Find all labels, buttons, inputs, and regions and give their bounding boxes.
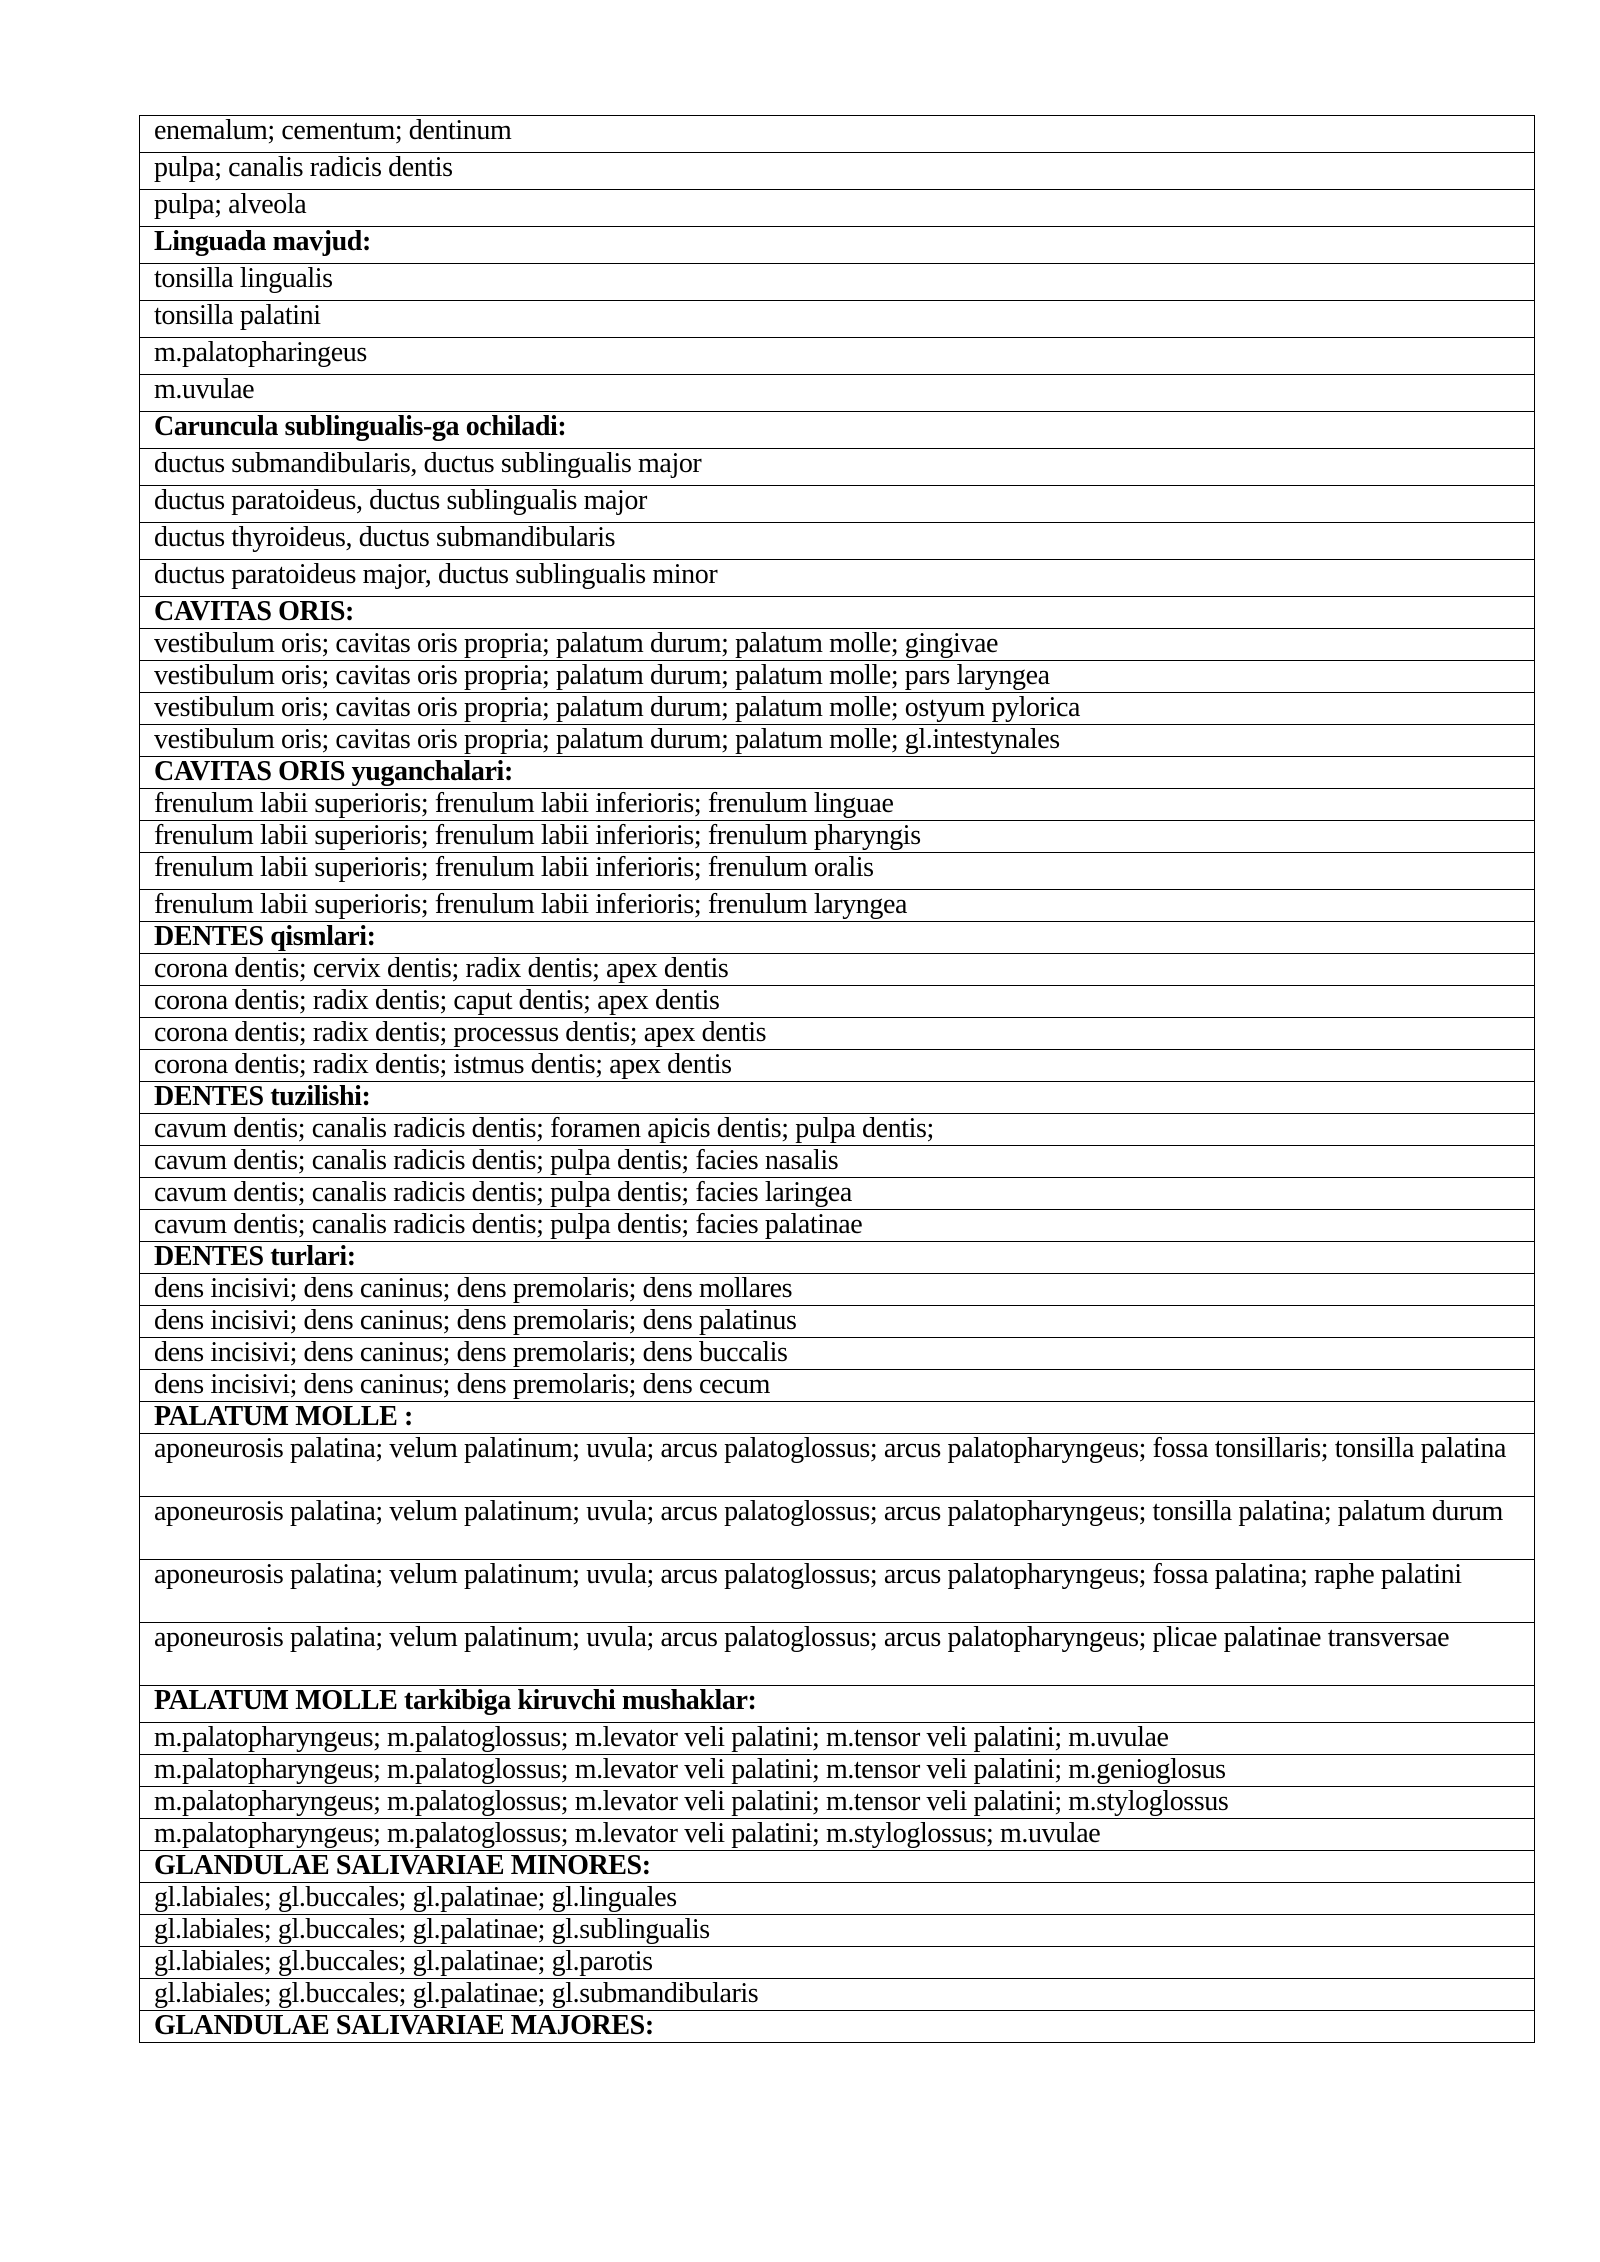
answer-option-text: dens incisivi; dens caninus; dens premolaris; dens mollares [140,1274,1535,1306]
answer-option-row [140,1434,1535,1497]
question-heading: GLANDULAE SALIVARIAE MINORES: [140,1851,1535,1883]
answer-option-text: m.palatopharyngeus; m.palatoglossus; m.levator veli palatini; m.tensor veli palatini; m.uvulae [140,1723,1535,1755]
question-row [140,757,1535,789]
answer-option-row [140,1915,1535,1947]
answer-option-row [140,1178,1535,1210]
answer-option-row [140,661,1535,693]
question-row [140,597,1535,629]
question-heading: PALATUM MOLLE tarkibiga kiruvchi mushaklar: [140,1686,1535,1723]
answer-option-text: frenulum labii superioris; frenulum labii inferioris; frenulum linguae [140,789,1535,821]
answer-option-text: m.palatopharingeus [140,338,1535,375]
answer-option-text: ductus paratoideus major, ductus sublingualis minor [140,560,1535,597]
answer-option-text: frenulum labii superioris; frenulum labii inferioris; frenulum oralis [140,853,1535,890]
answer-option-row [140,523,1535,560]
answer-option-text: m.uvulae [140,375,1535,412]
answer-option-row [140,1560,1535,1623]
answer-option-text: vestibulum oris; cavitas oris propria; palatum durum; palatum molle; pars laryngea [140,661,1535,693]
answer-option-row [140,1497,1535,1560]
answer-option-row [140,1338,1535,1370]
answer-option-row [140,954,1535,986]
answer-option-text: ductus paratoideus, ductus sublingualis major [140,486,1535,523]
answer-option-text: cavum dentis; canalis radicis dentis; pulpa dentis; facies laringea [140,1178,1535,1210]
answer-option-row [140,693,1535,725]
question-table [139,115,1535,2043]
question-row [140,1402,1535,1434]
answer-option-text: gl.labiales; gl.buccales; gl.palatinae; gl.submandibularis [140,1979,1535,2011]
answer-option-text: tonsilla lingualis [140,264,1535,301]
answer-option-row [140,1114,1535,1146]
answer-option-row [140,375,1535,412]
answer-option-row [140,1210,1535,1242]
question-heading: GLANDULAE SALIVARIAE MAJORES: [140,2011,1535,2043]
answer-option-row [140,890,1535,922]
question-heading: CAVITAS ORIS: [140,597,1535,629]
question-row [140,227,1535,264]
answer-option-text: m.palatopharyngeus; m.palatoglossus; m.levator veli palatini; m.tensor veli palatini; m.genioglosus [140,1755,1535,1787]
answer-option-row [140,1787,1535,1819]
answer-option-text: corona dentis; radix dentis; caput dentis; apex dentis [140,986,1535,1018]
answer-option-text: ductus thyroideus, ductus submandibularis [140,523,1535,560]
answer-option-row [140,1146,1535,1178]
answer-option-text: cavum dentis; canalis radicis dentis; pulpa dentis; facies palatinae [140,1210,1535,1242]
answer-option-row [140,789,1535,821]
answer-option-row [140,1979,1535,2011]
question-row [140,1242,1535,1274]
question-heading: CAVITAS ORIS yuganchalari: [140,757,1535,789]
answer-option-text: corona dentis; radix dentis; istmus dentis; apex dentis [140,1050,1535,1082]
question-heading: Linguada mavjud: [140,227,1535,264]
question-heading: DENTES tuzilishi: [140,1082,1535,1114]
answer-option-row [140,1723,1535,1755]
answer-option-text: aponeurosis palatina; velum palatinum; uvula; arcus palatoglossus; arcus palatopharyngeus; fossa palatina; raphe palatini [140,1560,1535,1623]
question-heading: DENTES turlari: [140,1242,1535,1274]
answer-option-text: gl.labiales; gl.buccales; gl.palatinae; gl.sublingualis [140,1915,1535,1947]
question-row [140,2011,1535,2043]
answer-option-row [140,1947,1535,1979]
answer-option-text: pulpa; canalis radicis dentis [140,153,1535,190]
answer-option-row [140,560,1535,597]
answer-option-row [140,986,1535,1018]
answer-option-row [140,1274,1535,1306]
answer-option-text: gl.labiales; gl.buccales; gl.palatinae; gl.linguales [140,1883,1535,1915]
answer-option-row [140,853,1535,890]
answer-option-text: tonsilla palatini [140,301,1535,338]
answer-option-row [140,301,1535,338]
answer-option-text: m.palatopharyngeus; m.palatoglossus; m.levator veli palatini; m.tensor veli palatini; m.styloglossus [140,1787,1535,1819]
answer-option-text: ductus submandibularis, ductus sublingualis major [140,449,1535,486]
question-row [140,412,1535,449]
answer-option-text: frenulum labii superioris; frenulum labii inferioris; frenulum pharyngis [140,821,1535,853]
answer-option-row [140,486,1535,523]
answer-option-row [140,1018,1535,1050]
answer-option-row [140,1306,1535,1338]
question-heading: Caruncula sublingualis-ga ochiladi: [140,412,1535,449]
answer-option-text: cavum dentis; canalis radicis dentis; pulpa dentis; facies nasalis [140,1146,1535,1178]
question-heading: DENTES qismlari: [140,922,1535,954]
answer-option-row [140,190,1535,227]
answer-option-row [140,116,1535,153]
question-row [140,922,1535,954]
answer-option-row [140,1819,1535,1851]
answer-option-text: vestibulum oris; cavitas oris propria; palatum durum; palatum molle; ostyum pylorica [140,693,1535,725]
answer-option-text: dens incisivi; dens caninus; dens premolaris; dens buccalis [140,1338,1535,1370]
question-row [140,1082,1535,1114]
answer-option-text: corona dentis; cervix dentis; radix dentis; apex dentis [140,954,1535,986]
answer-option-text: gl.labiales; gl.buccales; gl.palatinae; gl.parotis [140,1947,1535,1979]
answer-option-text: m.palatopharyngeus; m.palatoglossus; m.levator veli palatini; m.styloglossus; m.uvulae [140,1819,1535,1851]
answer-option-text: enemalum; cementum; dentinum [140,116,1535,153]
answer-option-text: dens incisivi; dens caninus; dens premolaris; dens cecum [140,1370,1535,1402]
answer-option-row [140,1050,1535,1082]
answer-option-row [140,449,1535,486]
answer-option-row [140,821,1535,853]
answer-option-row [140,1883,1535,1915]
answer-option-row [140,153,1535,190]
question-heading: PALATUM MOLLE : [140,1402,1535,1434]
answer-option-row [140,1370,1535,1402]
question-row [140,1686,1535,1723]
answer-option-row [140,338,1535,375]
answer-option-row [140,264,1535,301]
answer-option-row [140,629,1535,661]
answer-option-row [140,1623,1535,1686]
answer-option-row [140,1755,1535,1787]
answer-option-text: cavum dentis; canalis radicis dentis; foramen apicis dentis; pulpa dentis; [140,1114,1535,1146]
answer-option-text: vestibulum oris; cavitas oris propria; palatum durum; palatum molle; gl.intestynales [140,725,1535,757]
answer-option-text: frenulum labii superioris; frenulum labii inferioris; frenulum laryngea [140,890,1535,922]
answer-option-text: corona dentis; radix dentis; processus dentis; apex dentis [140,1018,1535,1050]
answer-option-text: pulpa; alveola [140,190,1535,227]
answer-option-text: vestibulum oris; cavitas oris propria; palatum durum; palatum molle; gingivae [140,629,1535,661]
answer-option-text: dens incisivi; dens caninus; dens premolaris; dens palatinus [140,1306,1535,1338]
answer-option-text: aponeurosis palatina; velum palatinum; uvula; arcus palatoglossus; arcus palatopharyngeus; tonsilla palatina; palatum durum [140,1497,1535,1560]
question-row [140,1851,1535,1883]
answer-option-text: aponeurosis palatina; velum palatinum; uvula; arcus palatoglossus; arcus palatopharyngeus; plicae palatinae transversae [140,1623,1535,1686]
answer-option-text: aponeurosis palatina; velum palatinum; uvula; arcus palatoglossus; arcus palatopharyngeus; fossa tonsillaris; tonsilla palatina [140,1434,1535,1497]
answer-option-row [140,725,1535,757]
